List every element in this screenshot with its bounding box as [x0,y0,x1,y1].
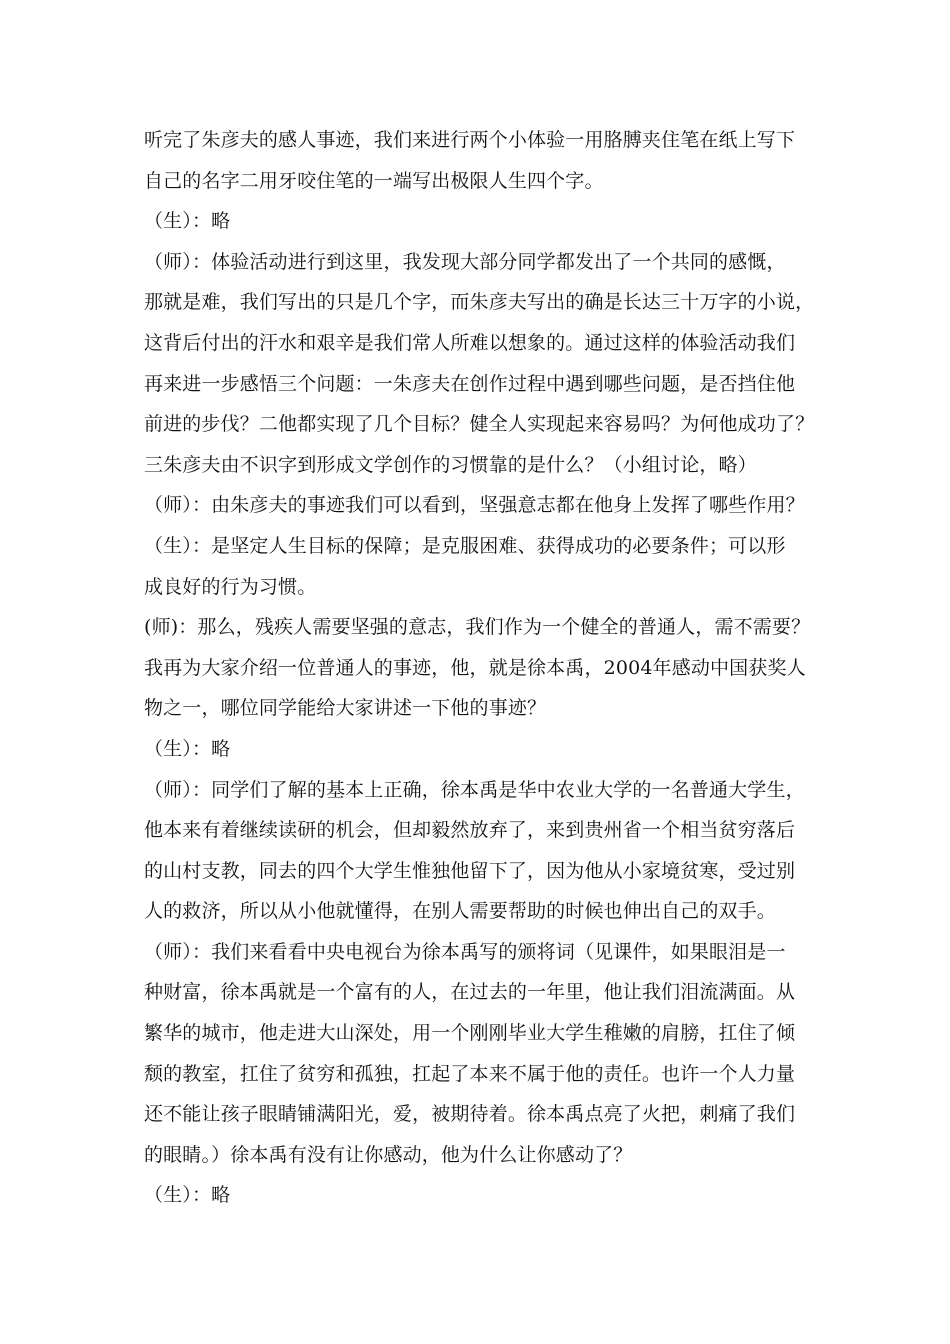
text-line: 前进的步伐？二他都实现了几个目标？健全人实现起来容易吗？为何他成功了？ [144,413,815,436]
text-line: 我再为大家介绍一位普通人的事迹，他，就是徐本禹，2004年感动中国获奖人 [144,656,806,679]
text-line: （师）：由朱彦夫的事迹我们可以看到，坚强意志都在他身上发挥了哪些作用？ [144,494,805,517]
text-line: （生）：略 [144,737,231,760]
text-line: 物之一，哪位同学能给大家讲述一下他的事迹？ [144,697,547,720]
text-line: 颓的教室，扛住了贫穷和孤独，扛起了本来不属于他的责任。也许一个人力量 [144,1062,796,1085]
text-line: 种财富，徐本禹就是一个富有的人，在过去的一年里，他让我们泪流满面。从 [144,981,796,1004]
text-line: （师）：体验活动进行到这里，我发现大部分同学都发出了一个共同的感慨， [144,250,786,273]
text-line: （生）：是坚定人生目标的保障；是克服困难、获得成功的必要条件；可以形 [144,534,786,557]
text-line: 他本来有着继续读研的机会，但却毅然放弃了，来到贵州省一个相当贫穷落后 [144,819,796,842]
text-line: 三朱彦夫由不识字到形成文学创作的习惯靠的是什么？（小组讨论，略） [144,453,757,476]
text-line: 这背后付出的汗水和艰辛是我们常人所难以想象的。通过这样的体验活动我们 [144,331,796,354]
text-line: 还不能让孩子眼睛铺满阳光，爱，被期待着。徐本禹点亮了火把，刺痛了我们 [144,1103,796,1126]
text-line: 的山村支教，同去的四个大学生惟独他留下了，因为他从小家境贫寒，受过别 [144,859,796,882]
document-body [144,120,814,1216]
text-line: 那就是难，我们写出的只是几个字，而朱彦夫写出的确是长达三十万字的小说， [144,291,815,314]
text-line: 人的救济，所以从小他就懂得，在别人需要帮助的时候也伸出自己的双手。 [144,900,776,923]
text-line: 繁华的城市，他走进大山深处，用一个刚刚毕业大学生稚嫩的肩膀，扛住了倾 [144,1022,796,1045]
text-line: 再来进一步感悟三个问题：一朱彦夫在创作过程中遇到哪些问题，是否挡住他 [144,372,796,395]
text-line: 自己的名字二用牙咬住笔的一端写出极限人生四个字。 [144,169,604,192]
text-line: 听完了朱彦夫的感人事迹，我们来进行两个小体验一用胳膊夹住笔在纸上写下 [144,129,796,151]
text-line: 的眼睛。）徐本禹有没有让你感动，他为什么让你感动了？ [144,1143,633,1166]
text-line: （生）：略 [144,1184,231,1207]
text-line: 成良好的行为习惯。 [144,575,317,598]
text-line: （师）：同学们了解的基本上正确，徐本禹是华中农业大学的一名普通大学生， [144,778,805,801]
text-line: （师）：我们来看看中央电视台为徐本禹写的颁将词（见课件，如果眼泪是一 [144,940,786,963]
text-line: (师)：那么，残疾人需要坚强的意志，我们作为一个健全的普通人，需不需要？ [144,616,811,639]
text-line: （生）：略 [144,210,231,233]
